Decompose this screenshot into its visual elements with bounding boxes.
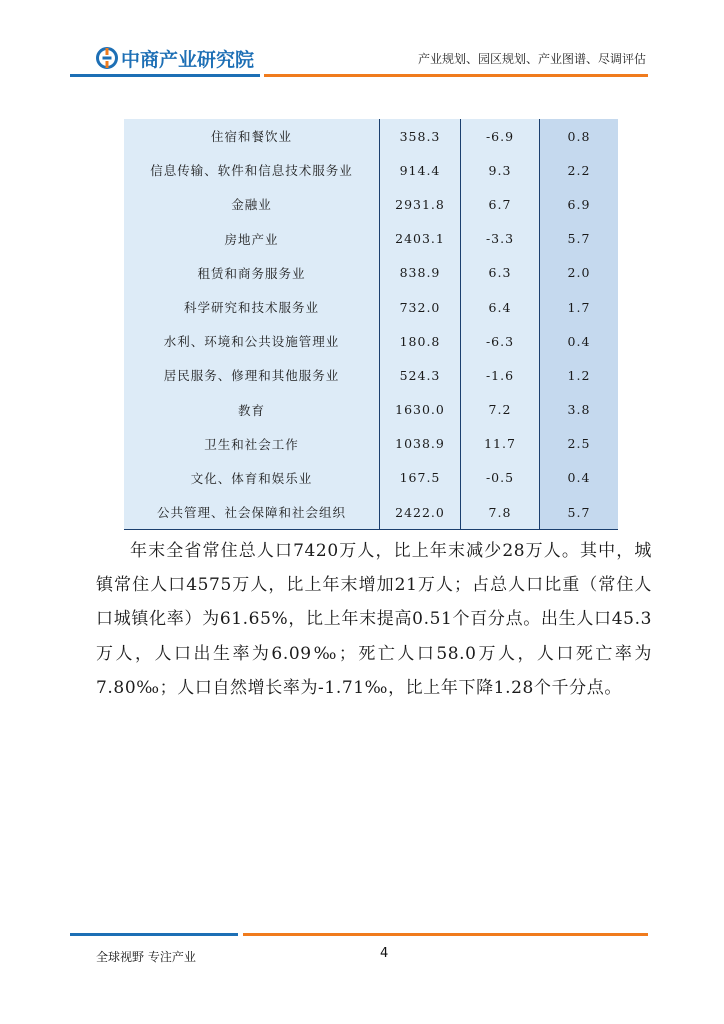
industry-name-cell: 水利、环境和公共设施管理业 <box>124 324 380 358</box>
value-cell: 838.9 <box>380 256 461 290</box>
growth-rate-cell: -3.3 <box>461 222 540 256</box>
value-cell: 167.5 <box>380 461 461 495</box>
table-row <box>124 495 618 530</box>
table-row <box>124 290 618 324</box>
value-cell: 1038.9 <box>380 427 461 461</box>
industry-name-cell: 信息传输、软件和信息技术服务业 <box>124 153 380 187</box>
industry-name-cell: 公共管理、社会保障和社会组织 <box>124 495 380 530</box>
industry-name-cell: 金融业 <box>124 187 380 221</box>
industry-name-cell: 居民服务、修理和其他服务业 <box>124 358 380 392</box>
share-cell: 2.5 <box>540 427 619 461</box>
industry-name-cell: 住宿和餐饮业 <box>124 119 380 153</box>
growth-rate-cell: 6.3 <box>461 256 540 290</box>
value-cell: 2931.8 <box>380 187 461 221</box>
share-cell: 6.9 <box>540 187 619 221</box>
industry-value-table <box>124 119 618 530</box>
growth-rate-cell: -1.6 <box>461 358 540 392</box>
growth-rate-cell: 7.2 <box>461 393 540 427</box>
share-cell: 0.8 <box>540 119 619 153</box>
share-cell: 0.4 <box>540 324 619 358</box>
table-row <box>124 153 618 187</box>
growth-rate-cell: 6.7 <box>461 187 540 221</box>
growth-rate-cell: 9.3 <box>461 153 540 187</box>
share-cell: 0.4 <box>540 461 619 495</box>
header-divider-orange <box>264 74 648 77</box>
zhongshang-logo-icon <box>96 47 118 69</box>
share-cell: 2.0 <box>540 256 619 290</box>
paragraph-text: 年末全省常住总人口7420万人，比上年末减少28万人。其中，城镇常住人口4575万人，比上年末增加21万人；占总人口比重（常住人口城镇化率）为61.65%，比上年末提高0.51个百分点。出生人口45.3万人，人口出生率为6.09‰；死亡人口58.0万人，人口死亡率为7.80‰；人口自然增长率为-1.71‰，比上年下降1.28个千分点。 <box>96 541 652 698</box>
value-cell: 2422.0 <box>380 495 461 530</box>
table-row <box>124 119 618 153</box>
value-cell: 358.3 <box>380 119 461 153</box>
value-cell: 524.3 <box>380 358 461 392</box>
growth-rate-cell: 11.7 <box>461 427 540 461</box>
header-divider-blue <box>70 74 260 77</box>
table-row <box>124 461 618 495</box>
footer-divider-orange <box>243 933 648 936</box>
share-cell: 3.8 <box>540 393 619 427</box>
value-cell: 180.8 <box>380 324 461 358</box>
footer-divider-blue <box>70 933 238 936</box>
value-cell: 2403.1 <box>380 222 461 256</box>
table-row <box>124 358 618 392</box>
industry-name-cell: 教育 <box>124 393 380 427</box>
industry-name-cell: 卫生和社会工作 <box>124 427 380 461</box>
share-cell: 5.7 <box>540 222 619 256</box>
table-row <box>124 427 618 461</box>
share-cell: 5.7 <box>540 495 619 530</box>
growth-rate-cell: -0.5 <box>461 461 540 495</box>
page-number: 4 <box>380 946 389 961</box>
share-cell: 2.2 <box>540 153 619 187</box>
growth-rate-cell: 7.8 <box>461 495 540 530</box>
growth-rate-cell: -6.3 <box>461 324 540 358</box>
industry-name-cell: 科学研究和技术服务业 <box>124 290 380 324</box>
footer-slogan: 全球视野 专注产业 <box>96 950 196 964</box>
logo-text: 中商产业研究院 <box>121 48 255 71</box>
table-row <box>124 393 618 427</box>
table-row <box>124 222 618 256</box>
header-tagline: 产业规划、园区规划、产业图谱、尽调评估 <box>417 52 646 66</box>
growth-rate-cell: 6.4 <box>461 290 540 324</box>
table-body <box>124 119 618 530</box>
table-row <box>124 324 618 358</box>
table-row <box>124 256 618 290</box>
industry-name-cell: 文化、体育和娱乐业 <box>124 461 380 495</box>
share-cell: 1.7 <box>540 290 619 324</box>
value-cell: 732.0 <box>380 290 461 324</box>
industry-name-cell: 租赁和商务服务业 <box>124 256 380 290</box>
growth-rate-cell: -6.9 <box>461 119 540 153</box>
population-paragraph <box>96 534 652 705</box>
table-row <box>124 187 618 221</box>
share-cell: 1.2 <box>540 358 619 392</box>
company-logo <box>96 44 254 72</box>
industry-name-cell: 房地产业 <box>124 222 380 256</box>
value-cell: 914.4 <box>380 153 461 187</box>
value-cell: 1630.0 <box>380 393 461 427</box>
